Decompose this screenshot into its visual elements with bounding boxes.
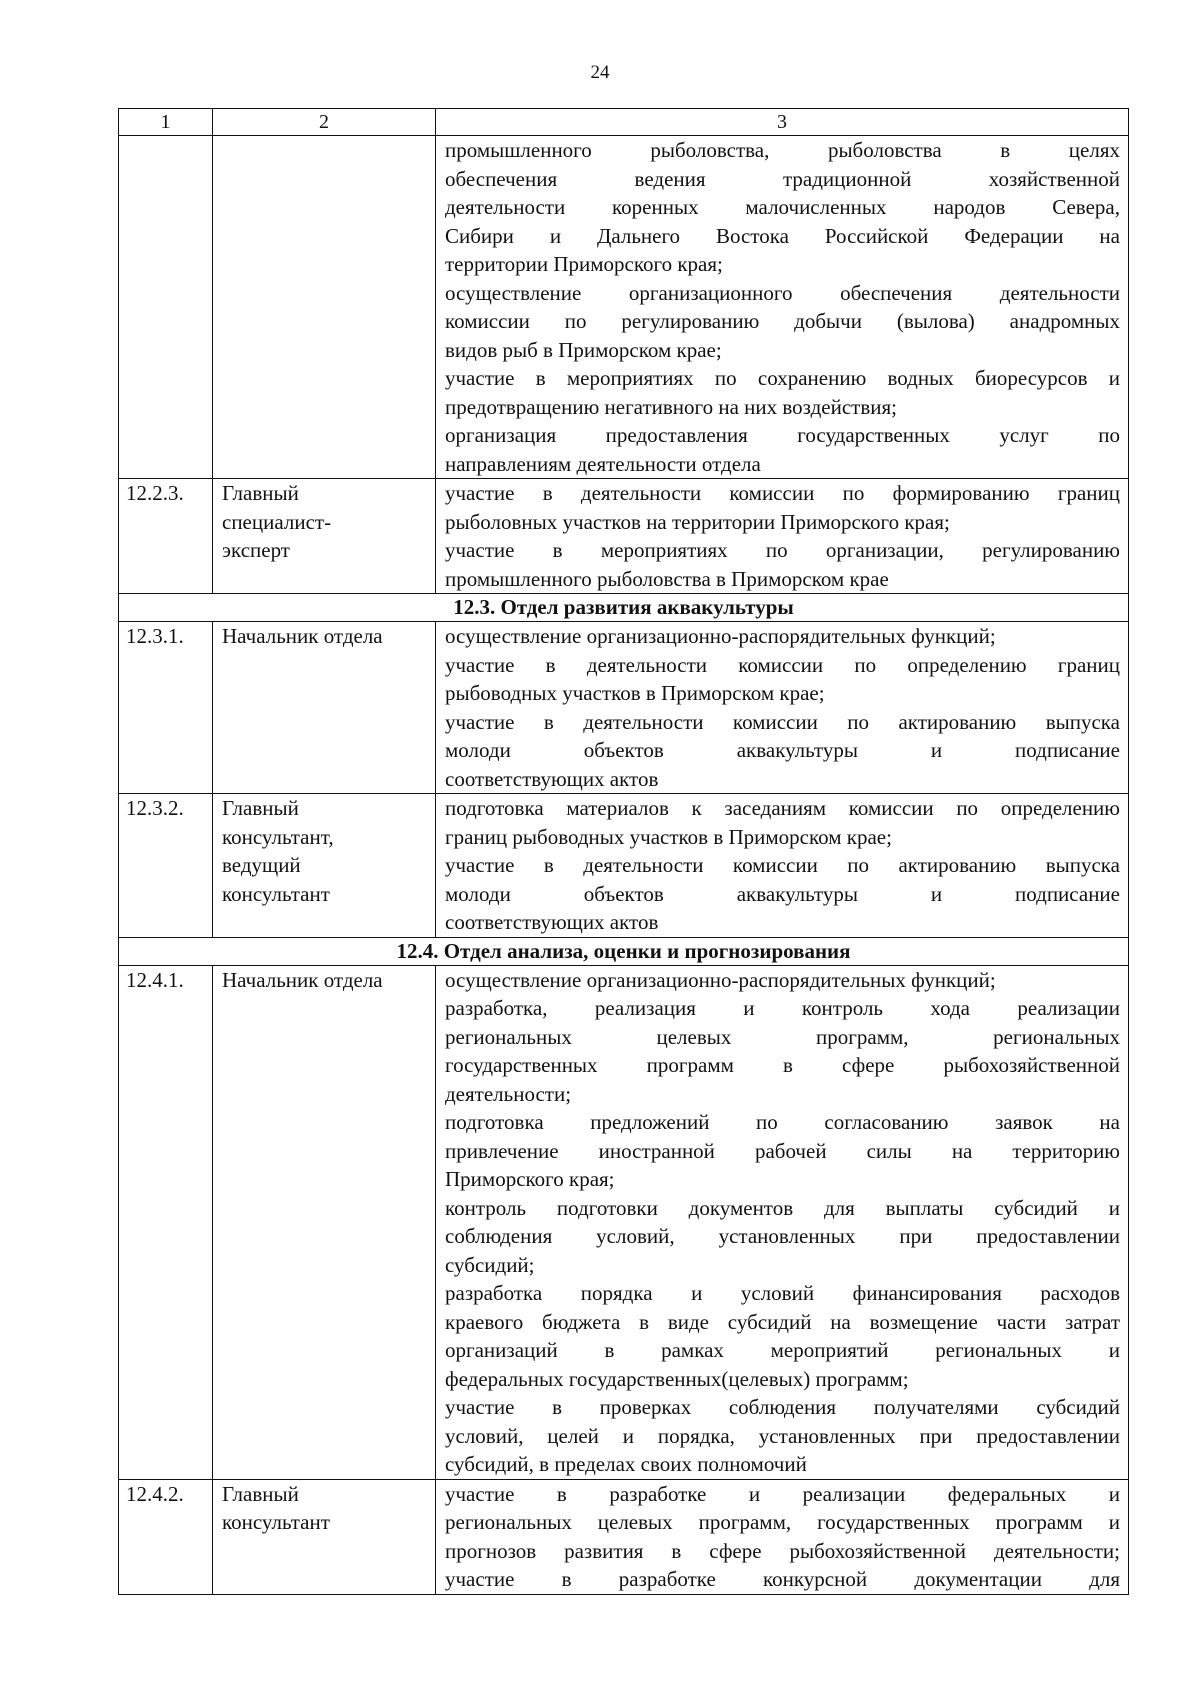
duty-line: видов рыб в Приморском крае;	[445, 337, 722, 362]
section-title: 12.3. Отдел развития аквакультуры	[119, 594, 1129, 622]
duty-line: региональных целевых программ, региональных	[445, 1024, 1120, 1049]
row-number: 12.4.2.	[119, 1479, 213, 1594]
row-role	[213, 965, 436, 1479]
duty-line: Сибири и Дальнего Востока Российской Федерации на	[445, 223, 1120, 248]
role-line: Главный	[222, 481, 299, 505]
table-row-12-4-2	[119, 1479, 1129, 1594]
column-header-2: 2	[213, 109, 436, 136]
duty-line: комиссии по регулированию добычи (вылова) анадромных	[445, 309, 1120, 333]
duty-line: осуществление организационно-распорядительных функций;	[445, 624, 996, 648]
role-line: ведущий	[222, 853, 301, 877]
duty-line: подготовка предложений по согласованию заявок на	[445, 1110, 1120, 1134]
column-header-1: 1	[119, 109, 213, 136]
duty-line: рыболовных участков на территории Приморского края;	[445, 509, 950, 534]
table-row-12-2-3	[119, 479, 1129, 594]
duty-line: краевого бюджета в виде субсидий на возмещение части затрат	[445, 1309, 1120, 1334]
duty-line: разработка, реализация и контроль хода реализации	[445, 996, 1120, 1020]
duty-line: территории Приморского края;	[445, 252, 723, 276]
duty-line: контроль подготовки документов для выплаты субсидий и	[445, 1195, 1120, 1220]
row-duties	[436, 136, 1129, 479]
duty-line: участие в деятельности комиссии по актированию выпуска	[445, 709, 1120, 734]
duty-line: государственных программ в сфере рыбохозяйственной	[445, 1053, 1120, 1077]
duty-line: соответствующих актов	[445, 766, 659, 791]
row-number: 12.2.3.	[119, 479, 213, 594]
row-role	[213, 622, 436, 794]
duty-line: направлениям деятельности отдела	[445, 451, 761, 476]
duty-line: субсидий;	[445, 1252, 535, 1277]
row-number: 12.4.1.	[119, 965, 213, 1479]
duty-line: участие в деятельности комиссии по актированию выпуска	[445, 853, 1120, 877]
role-line: Главный	[222, 1481, 299, 1506]
duty-line: участие в проверках соблюдения получателями субсидий	[445, 1395, 1120, 1419]
table-row-12-3-2	[119, 794, 1129, 938]
duty-line: условий, целей и порядка, установленных при предоставлении	[445, 1423, 1120, 1448]
row-duties	[436, 965, 1129, 1479]
duty-line: разработка порядка и условий финансирования расходов	[445, 1281, 1120, 1305]
duty-line: соответствующих актов	[445, 910, 659, 934]
duty-line: деятельности коренных малочисленных народов Севера,	[445, 195, 1120, 219]
row-role	[213, 136, 436, 479]
duty-line: молоди объектов аквакультуры и подписание	[445, 881, 1120, 906]
duty-line: обеспечения ведения традиционной хозяйственной	[445, 166, 1120, 191]
row-number	[119, 136, 213, 479]
duty-line: организаций в рамках мероприятий региональных и	[445, 1338, 1120, 1362]
column-header-3: 3	[436, 109, 1129, 136]
duty-line: прогнозов развития в сфере рыбохозяйственной деятельности;	[445, 1538, 1120, 1563]
role-line: консультант,	[222, 824, 334, 849]
duty-line: участие в разработке конкурсной документации для	[445, 1567, 1120, 1591]
row-duties	[436, 794, 1129, 938]
table-header-row	[119, 109, 1129, 136]
table-row-12-4-1	[119, 965, 1129, 1479]
duty-line: субсидий, в пределах своих полномочий	[445, 1452, 807, 1476]
duty-line: участие в мероприятиях по организации, регулированию	[445, 538, 1120, 562]
duty-line: осуществление организационно-распорядительных функций;	[445, 967, 996, 992]
duty-line: рыбоводных участков в Приморском крае;	[445, 681, 825, 705]
section-row-12-4	[119, 937, 1129, 965]
section-row-12-3	[119, 594, 1129, 622]
duty-line: промышленного рыболовства в Приморском крае	[445, 566, 889, 591]
duty-line: молоди объектов аквакультуры и подписание	[445, 738, 1120, 762]
duty-line: участие в деятельности комиссии по формированию границ	[445, 481, 1120, 505]
section-title: 12.4. Отдел анализа, оценки и прогнозирования	[119, 937, 1129, 965]
duties-table	[118, 108, 1129, 1595]
duty-line: предотвращению негативного на них воздействия;	[445, 394, 897, 419]
page-number: 24	[590, 62, 610, 83]
row-number: 12.3.2.	[119, 794, 213, 938]
table-row-continuation	[119, 136, 1129, 479]
row-role	[213, 794, 436, 938]
duty-line: участие в деятельности комиссии по определению границ	[445, 652, 1120, 677]
table-row-12-3-1	[119, 622, 1129, 794]
duty-line: участие в разработке и реализации федеральных и	[445, 1481, 1120, 1506]
row-role	[213, 479, 436, 594]
duty-line: федеральных государственных(целевых) программ;	[445, 1366, 909, 1391]
duty-line: осуществление организационного обеспечения деятельности	[445, 280, 1120, 305]
duty-line: организация предоставления государственных услуг по	[445, 423, 1120, 447]
duty-line: участие в мероприятиях по сохранению водных биоресурсов и	[445, 366, 1120, 390]
row-duties	[436, 479, 1129, 594]
duty-line: границ рыбоводных участков в Приморском крае;	[445, 824, 892, 849]
duty-line: деятельности;	[445, 1081, 572, 1106]
row-duties	[436, 1479, 1129, 1594]
role-line: Начальник отдела	[222, 967, 383, 992]
row-duties	[436, 622, 1129, 794]
duty-line: промышленного рыболовства, рыболовства в целях	[445, 138, 1120, 162]
row-role	[213, 1479, 436, 1594]
role-line: эксперт	[222, 538, 290, 562]
role-line: консультант	[222, 1510, 330, 1534]
duty-line: соблюдения условий, установленных при предоставлении	[445, 1224, 1120, 1248]
role-line: Начальник отдела	[222, 624, 383, 648]
duty-line: региональных целевых программ, государственных программ и	[445, 1510, 1120, 1534]
duty-line: Приморского края;	[445, 1167, 615, 1191]
row-number: 12.3.1.	[119, 622, 213, 794]
duty-line: привлечение иностранной рабочей силы на территорию	[445, 1138, 1120, 1163]
role-line: консультант	[222, 881, 330, 906]
duty-line: подготовка материалов к заседаниям комиссии по определению	[445, 796, 1120, 820]
role-line: Главный	[222, 796, 299, 820]
role-line: специалист-	[222, 509, 332, 534]
